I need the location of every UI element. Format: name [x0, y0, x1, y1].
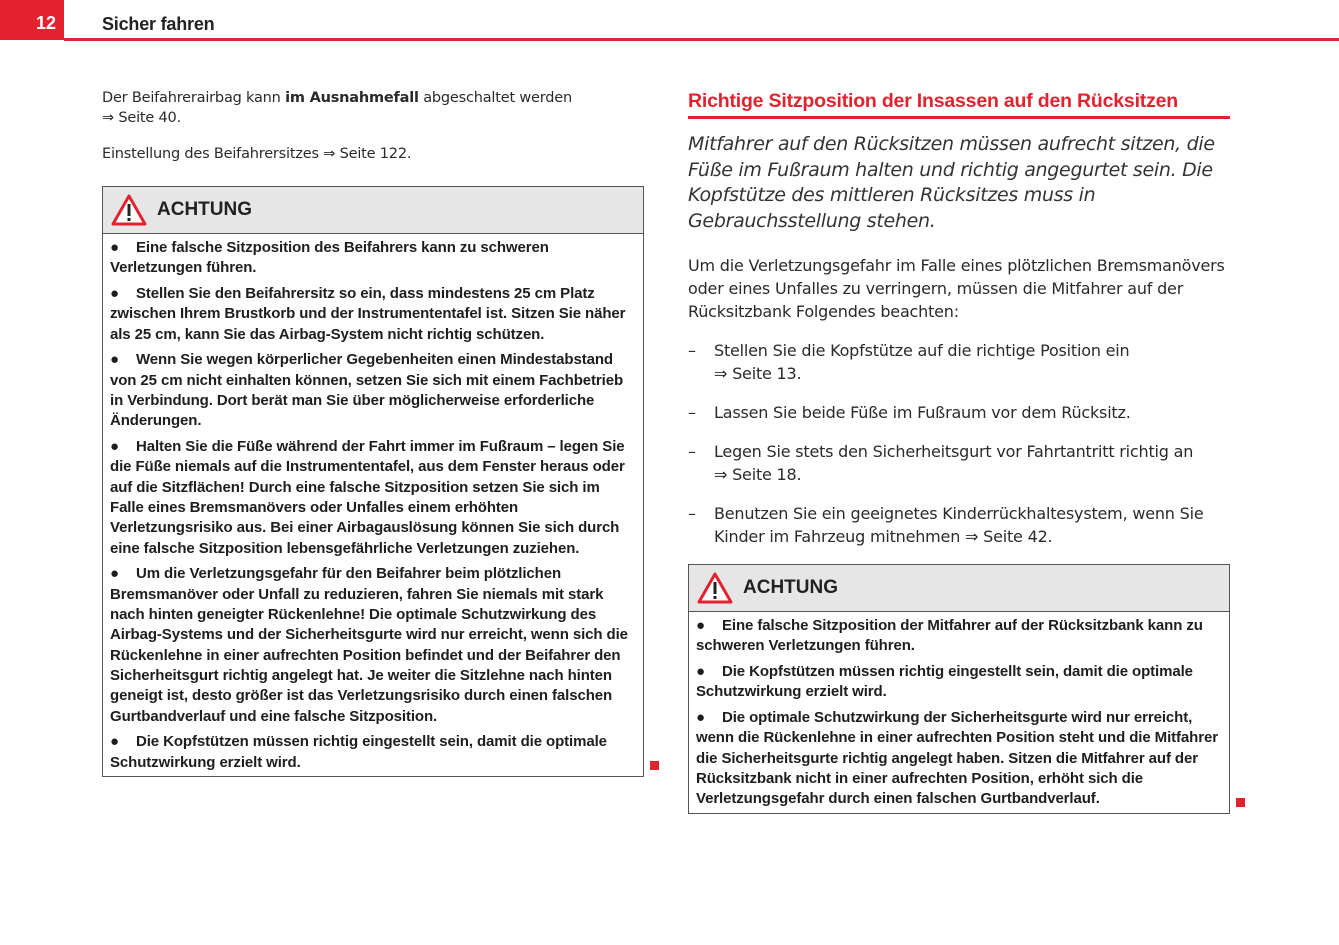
instruction-text: Lassen Sie beide Füße im Fußraum vor dem Rücksitz.	[714, 403, 1131, 422]
warning-title: ACHTUNG	[743, 577, 838, 598]
warning-item	[110, 437, 636, 559]
bullet-icon: ●	[110, 438, 119, 456]
section-intro: Mitfahrer auf den Rücksitzen müssen aufrecht sitzen, die Füße im Fußraum halten und richtig angegurtet sein. Die Kopfstütze des mittleren Rücksitzes muss in Gebrauchsstellung stehen.	[688, 133, 1215, 232]
bullet-icon: ●	[110, 239, 119, 256]
bullet-icon: ●	[696, 663, 705, 681]
warning-body	[689, 612, 1229, 813]
page-ref-18[interactable]: ⇒ Seite 18.	[714, 465, 802, 484]
instruction-item	[688, 502, 1230, 548]
warning-item	[110, 732, 636, 773]
warning-box-rear	[688, 564, 1230, 814]
warning-item	[110, 350, 636, 431]
warning-header	[103, 187, 643, 234]
warning-item	[696, 708, 1222, 809]
warning-item-text: Die optimale Schutzwirkung der Sicherheitsgurte wird nur erreicht, wenn die Rückenlehne in einer aufrechten Position steht und die Mitfahrer die Sicherheitsgurte richtig angelegt haben. Sitzen die Mitfahrer auf der Rücksitzbank nicht in einer aufrechten Position, erhöht sich die Verletzungsgefahr durch einen falschen Gurtbandverlauf.	[696, 709, 1218, 808]
page-header	[0, 0, 1339, 42]
warning-item-text: Um die Verletzungsgefahr für den Beifahrer beim plötzlichen Bremsmanöver oder Unfall zu reduzieren, fahren Sie niemals mit stark nach hinten geneigter Rückenlehne! Die optimale Schutzwirkung des Airbag-Systems und der Sicherheitsgurte wird nur erreicht, wenn sich die Rückenlehne in einer aufrechten Position befindet und der Beifahrer den Sicherheitsgurt richtig angelegt hat. Je weiter die Sitzlehne nach hinten geneigt ist, desto größer ist das Verletzungsrisiko durch einen falschen Gurtbandverlauf und eine falsche Sitzposition.	[110, 565, 628, 725]
section-body: Um die Verletzungsgefahr im Falle eines plötzlichen Bremsmanövers oder eines Unfalles zu verringern, müssen die Mitfahrer auf der Rücksitzbank Folgendes beachten:	[688, 256, 1225, 321]
warning-title: ACHTUNG	[157, 199, 252, 220]
seat-adjust-text: Einstellung des Beifahrersitzes	[102, 146, 324, 162]
page-ref-42[interactable]: ⇒ Seite 42.	[965, 527, 1053, 546]
bullet-icon: ●	[110, 565, 119, 583]
section-end-marker	[1236, 798, 1245, 807]
header-rule	[64, 38, 1339, 41]
section-title: Richtige Sitzposition der Insassen auf den Rücksitzen	[688, 90, 1230, 119]
bullet-icon: ●	[110, 351, 119, 369]
bullet-icon: ●	[696, 709, 705, 727]
warning-triangle-icon	[111, 194, 147, 226]
warning-item	[110, 564, 636, 726]
dash-icon: –	[688, 403, 696, 422]
instruction-list	[688, 339, 1230, 548]
seat-adjust-note	[102, 144, 644, 164]
warning-item	[696, 616, 1222, 657]
warning-item-text: Halten Sie die Füße während der Fahrt immer im Fußraum – legen Sie die Füße niemals auf die Instrumententafel, aus dem Fenster heraus oder auf die Sitzflächen! Durch eine falsche Sitzposition setzen Sie sich im Falle eines Bremsmanövers oder Unfalles einem erhöhten Verletzungsrisiko aus. Bei einer Airbagauslösung können Sie sich durch eine falsche Sitzposition lebensgefährliche Verletzungen zuziehen.	[110, 438, 625, 557]
dash-icon: –	[688, 442, 696, 461]
airbag-note-text-end: abgeschaltet werden	[418, 90, 572, 106]
warning-body	[103, 234, 643, 776]
page-ref-40[interactable]: ⇒ Seite 40.	[102, 110, 181, 126]
chapter-title: Sicher fahren	[102, 14, 215, 34]
warning-item-text: Wenn Sie wegen körperlicher Gegebenheiten einen Mindestabstand von 25 cm nicht einhalten können, setzen Sie sich mit einem Fachbetrieb in Verbindung. Dort berät man Sie über möglicherweise erforderliche Änderungen.	[110, 351, 624, 430]
airbag-note-text: Der Beifahrerairbag kann	[102, 90, 286, 106]
instruction-item	[688, 401, 1230, 424]
instruction-text: Stellen Sie die Kopfstütze auf die richtige Position ein	[714, 341, 1130, 360]
dash-icon: –	[688, 341, 696, 360]
page-number: 12	[0, 0, 64, 40]
left-column	[102, 88, 644, 777]
page-ref-122[interactable]: ⇒ Seite 122.	[323, 146, 412, 162]
warning-item-text: Die Kopfstützen müssen richtig eingestellt sein, damit die optimale Schutzwirkung erzielt wird.	[110, 733, 607, 771]
bullet-icon: ●	[110, 733, 119, 751]
section-end-marker	[650, 761, 659, 770]
bullet-icon: ●	[696, 617, 705, 634]
instruction-text: Benutzen Sie ein geeignetes Kinderrückhaltesystem, wenn Sie Kinder im Fahrzeug mitnehmen	[714, 504, 1204, 546]
warning-item-text: Eine falsche Sitzposition des Beifahrers kann zu schweren Verletzungen führen.	[110, 239, 549, 277]
warning-item	[110, 284, 636, 345]
instruction-text: Legen Sie stets den Sicherheitsgurt vor Fahrtantritt richtig an	[714, 442, 1194, 461]
instruction-item	[688, 339, 1230, 385]
page-ref-13[interactable]: ⇒ Seite 13.	[714, 364, 802, 383]
airbag-note-emphasis: im Ausnahmefall	[285, 90, 419, 106]
warning-item-text: Stellen Sie den Beifahrersitz so ein, dass mindestens 25 cm Platz zwischen Ihrem Brustkorb und der Instrumententafel ist. Sitzen Sie näher als 25 cm, kann Sie das Airbag-System nicht richtig schützen.	[110, 285, 626, 343]
airbag-note	[102, 88, 644, 128]
warning-triangle-icon	[697, 572, 733, 604]
dash-icon: –	[688, 504, 696, 523]
instruction-item	[688, 440, 1230, 486]
warning-item-text: Eine falsche Sitzposition der Mitfahrer auf der Rücksitzbank kann zu schweren Verletzungen führen.	[696, 617, 1203, 655]
warning-box-front	[102, 186, 644, 777]
right-column	[688, 88, 1230, 814]
bullet-icon: ●	[110, 285, 119, 303]
warning-header	[689, 565, 1229, 612]
warning-item	[696, 662, 1222, 703]
warning-item	[110, 238, 636, 279]
warning-item-text: Die Kopfstützen müssen richtig eingestellt sein, damit die optimale Schutzwirkung erzielt wird.	[696, 663, 1193, 701]
